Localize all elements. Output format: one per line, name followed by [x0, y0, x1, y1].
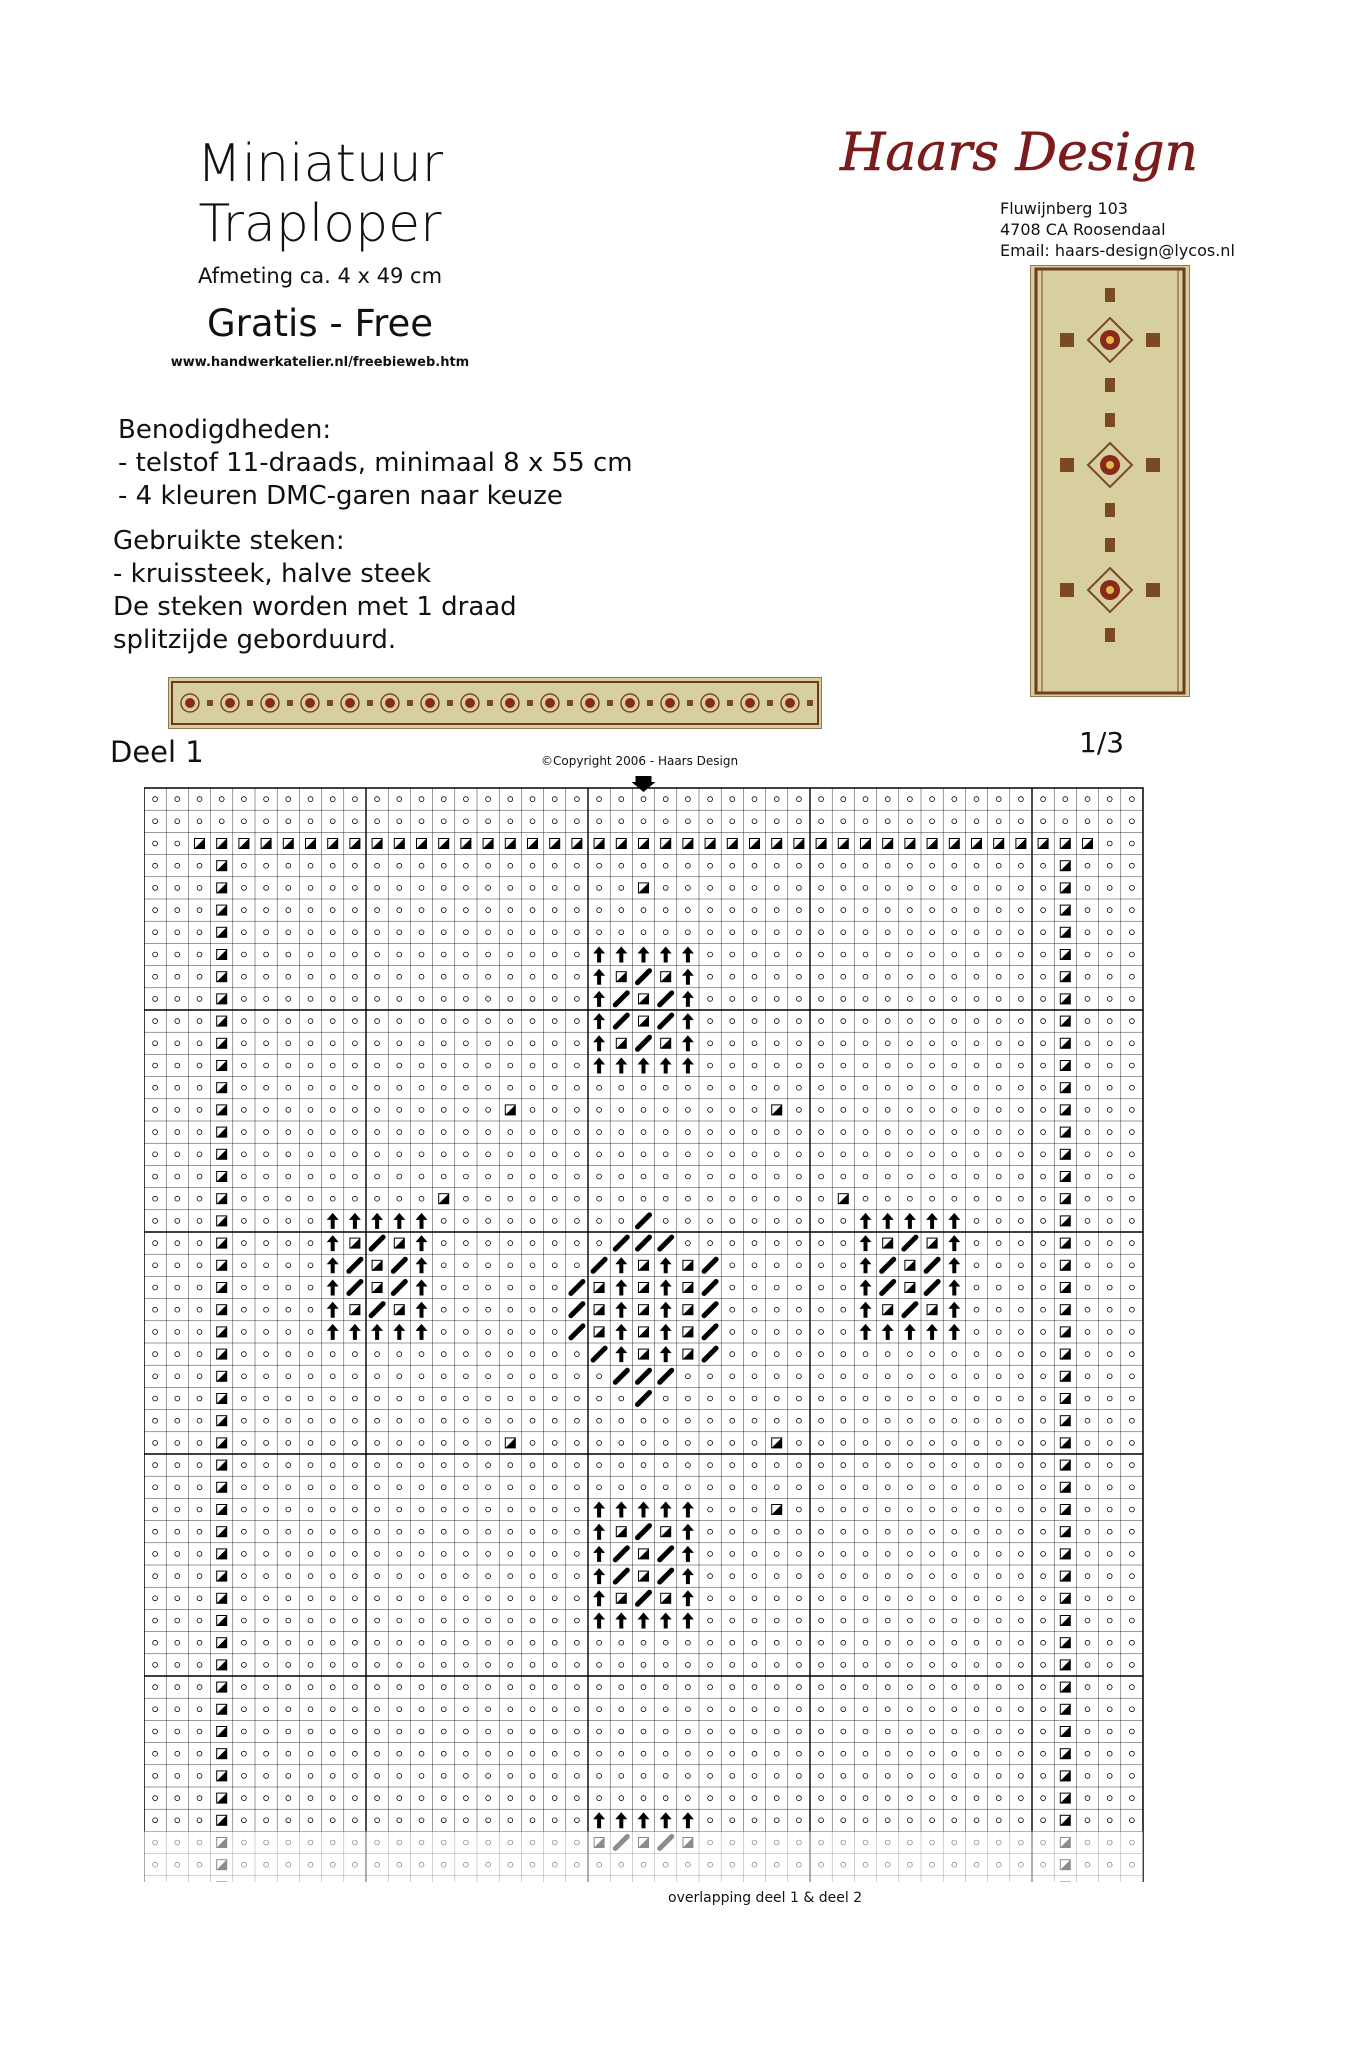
dimension-text: Afmeting ca. 4 x 49 cm — [197, 264, 443, 288]
part-label: Deel 1 — [110, 735, 204, 769]
strip-motif-dot — [487, 700, 493, 706]
runner-motif-side-right — [1146, 583, 1160, 597]
page-title-line2: Traploper — [198, 194, 442, 254]
supplies-heading: Benodigdheden: — [118, 415, 332, 445]
stitches-line: splitzijde geborduurd. — [113, 625, 397, 655]
stitches-heading: Gebruikte steken: — [113, 526, 345, 556]
page-title-line1: Miniatuur — [196, 134, 444, 194]
strip-motif-center — [265, 698, 275, 708]
strip-motif-dot — [687, 700, 693, 706]
strip-motif-center — [705, 698, 715, 708]
brand-logo — [832, 108, 1232, 198]
stitches-line: De steken worden met 1 draad — [113, 592, 517, 622]
strip-motif-center — [305, 698, 315, 708]
strip-motif-center — [785, 698, 795, 708]
strip-motif-center — [665, 698, 675, 708]
strip-motif-center — [505, 698, 515, 708]
runner-motif-top — [1105, 288, 1115, 302]
strip-motif-dot — [647, 700, 653, 706]
runner-vertical-preview — [1030, 265, 1190, 697]
runner-motif-side-right — [1146, 458, 1160, 472]
strip-motif-dot — [767, 700, 773, 706]
runner-motif-top — [1105, 538, 1115, 552]
free-label: Gratis - Free — [206, 302, 433, 345]
address-city: 4708 CA Roosendaal — [1000, 220, 1166, 239]
supplies-section — [118, 414, 633, 513]
strip-motif-dot — [527, 700, 533, 706]
stitches-line: - kruissteek, halve steek — [113, 559, 432, 589]
runner-motif-bottom — [1105, 628, 1115, 642]
runner-strip-preview — [168, 677, 822, 729]
runner-motif-side-left — [1060, 333, 1074, 347]
strip-motif-dot — [327, 700, 333, 706]
strip-motif-dot — [607, 700, 613, 706]
copyright-text: ©Copyright 2006 - Haars Design — [541, 754, 739, 768]
strip-motif-dot — [367, 700, 373, 706]
runner-motif-bottom — [1105, 503, 1115, 517]
runner-motif-bottom — [1105, 378, 1115, 392]
email-link[interactable]: Email: haars-design@lycos.nl — [1000, 241, 1235, 260]
runner-motif-core — [1106, 461, 1114, 469]
strip-motif-dot — [287, 700, 293, 706]
runner-motif-core — [1106, 586, 1114, 594]
strip-motif-dot — [407, 700, 413, 706]
strip-motif-dot — [247, 700, 253, 706]
strip-motif-center — [225, 698, 235, 708]
strip-motif-center — [585, 698, 595, 708]
address-street: Fluwijnberg 103 — [1000, 199, 1128, 218]
cross-stitch-chart — [144, 774, 1144, 1882]
strip-motif-dot — [207, 700, 213, 706]
strip-motif-dot — [447, 700, 453, 706]
runner-motif-side-left — [1060, 583, 1074, 597]
page-number: 1/3 — [1079, 726, 1125, 759]
runner-motif-core — [1106, 336, 1114, 344]
strip-motif-center — [625, 698, 635, 708]
strip-motif-center — [465, 698, 475, 708]
runner-motif-side-left — [1060, 458, 1074, 472]
overlap-note: overlapping deel 1 & deel 2 — [668, 1890, 863, 1906]
title-block — [150, 134, 490, 370]
strip-motif-dot — [727, 700, 733, 706]
runner-motif-side-right — [1146, 333, 1160, 347]
supplies-item: - telstof 11-draads, minimaal 8 x 55 cm — [118, 448, 633, 478]
address-block — [1000, 198, 1235, 261]
strip-motif-dot — [567, 700, 573, 706]
strip-motif-center — [185, 698, 195, 708]
stitches-section — [113, 525, 517, 657]
strip-motif-dot — [807, 700, 813, 706]
strip-motif-center — [545, 698, 555, 708]
runner-motif-top — [1105, 413, 1115, 427]
supplies-item: - 4 kleuren DMC-garen naar keuze — [118, 481, 563, 511]
strip-motif-center — [425, 698, 435, 708]
strip-motif-center — [745, 698, 755, 708]
overlap-shade — [144, 1831, 1143, 1882]
svg-text:Haars Design: Haars Design — [840, 123, 1198, 183]
website-link[interactable]: www.handwerkatelier.nl/freebieweb.htm — [170, 355, 470, 370]
strip-motif-center — [385, 698, 395, 708]
strip-motif-center — [345, 698, 355, 708]
